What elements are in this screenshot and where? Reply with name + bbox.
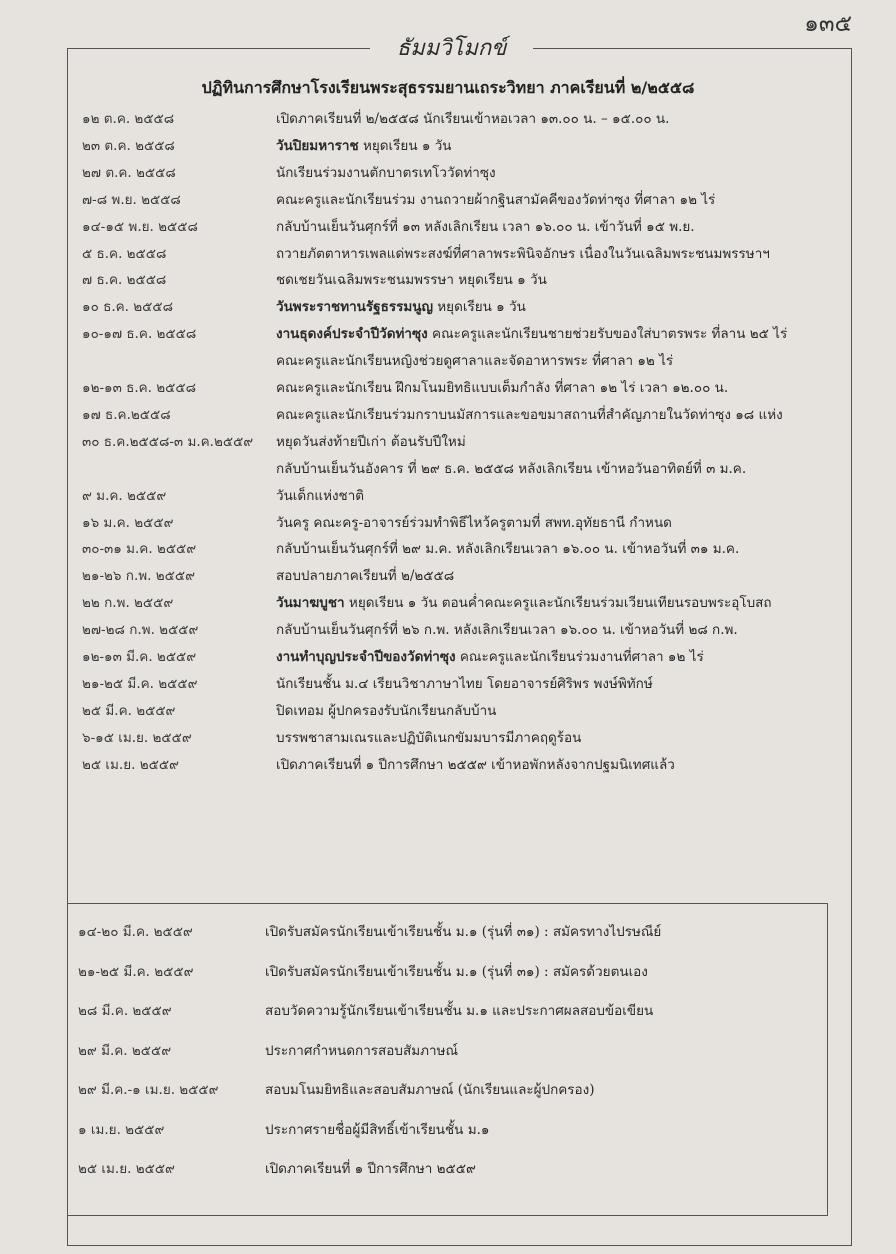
schedule-event: วันครู คณะครู-อาจารย์ร่วมทำพิธีไหว้ครูตามที่ สพท.อุทัยธานี กำหนด [276,514,672,531]
admission-event: สอบวัดความรู้นักเรียนเข้าเรียนชั้น ม.๑ และประกาศผลสอบข้อเขียน [265,1003,654,1019]
schedule-event: บรรพชาสามเณรและปฏิบัติเนกขัมมบารมีภาคฤดูร้อน [276,729,582,746]
schedule-event: วันปิยมหาราช หยุดเรียน ๑ วัน [276,137,452,154]
schedule-row [0,455,896,483]
schedule-row [0,105,896,133]
schedule-row [0,697,896,725]
schedule-row [0,186,896,214]
schedule-date: ๒๗-๒๘ ก.พ. ๒๕๕๙ [82,622,199,639]
schedule-date: ๒๓ ต.ค. ๒๕๕๘ [82,137,175,154]
schedule-event: สอบปลายภาคเรียนที่ ๒/๒๕๕๘ [276,568,455,585]
running-header: ธัมมวิโมกข์ [370,30,533,65]
schedule-date: ๓๐-๓๑ ม.ค. ๒๕๕๙ [82,541,197,558]
admission-event: เปิดรับสมัครนักเรียนเข้าเรียนชั้น ม.๑ (รุ่นที่ ๓๑) : สมัครด้วยตนเอง [265,963,648,980]
schedule-date: ๑๗ ธ.ค.๒๕๕๘ [82,406,171,423]
admission-row [68,918,808,946]
schedule-event: นักเรียนชั้น ม.๔ เรียนวิชาภาษาไทย โดยอาจารย์ศิริพร พงษ์พิทักษ์ [276,675,653,692]
page-number: ๑๓๕ [804,11,852,37]
schedule-event: ชดเชยวันเฉลิมพระชนมพรรษา หยุดเรียน ๑ วัน [276,272,547,289]
schedule-event: เปิดภาคเรียนที่ ๑ ปีการศึกษา ๒๕๕๙ เข้าหอพักหลังจากปฐมนิเทศแล้ว [276,756,675,773]
schedule-date: ๖-๑๕ เม.ย. ๒๕๕๙ [82,729,192,746]
schedule-event: นักเรียนร่วมงานตักบาตรเทโววัดท่าซุง [276,164,496,181]
schedule-event: กลับบ้านเย็นวันศุกร์ที่ ๒๙ ม.ค. หลังเลิกเรียนเวลา ๑๖.๐๐ น. เข้าหอวันที่ ๓๑ ม.ค. [276,541,740,558]
schedule-event: คณะครูและนักเรียนร่วม งานถวายผ้ากฐินสามัคคีของวัดท่าซุง ที่ศาลา ๑๒ ไร่ [276,191,716,208]
schedule-date: ๗-๘ พ.ย. ๒๕๕๘ [82,191,181,208]
schedule-event: ถวายภัตตาหารเพลแด่พระสงฆ์ที่ศาลาพระพินิจอักษร เนื่องในวันเฉลิมพระชนมพรรษาฯ [276,245,770,262]
schedule-event-highlight: วันปิยมหาราช [276,137,359,154]
schedule-event: วันเด็กแห่งชาติ [276,487,365,504]
document-title: ปฏิทินการศึกษาโรงเรียนพระสุธรรมยานเถระวิทยา ภาคเรียนที่ ๒/๒๕๕๘ [201,78,695,97]
admission-date: ๒๕ เม.ย. ๒๕๕๙ [78,1161,175,1177]
schedule-row [0,509,896,537]
schedule-row [0,428,896,456]
schedule-date: ๒๒ ก.พ. ๒๕๕๙ [82,595,174,612]
schedule-date: ๑๐ ธ.ค. ๒๕๕๘ [82,299,173,316]
schedule-date: ๑๒-๑๓ ธ.ค. ๒๕๕๘ [82,380,197,396]
schedule-event: กลับบ้านเย็นวันอังคาร ที่ ๒๙ ธ.ค. ๒๕๕๘ หลังเลิกเรียน เข้าหอวันอาทิตย์ที่ ๓ ม.ค. [276,460,747,477]
schedule-row [0,589,896,617]
schedule-date: ๑๒-๑๓ มี.ค. ๒๕๕๙ [82,649,197,665]
schedule-row [0,374,896,402]
schedule-row [0,643,896,671]
schedule-date: ๑๖ ม.ค. ๒๕๕๙ [82,514,174,531]
admission-row [68,958,808,986]
admission-event: ประกาศกำหนดการสอบสัมภาษณ์ [265,1042,459,1059]
schedule-date: ๙ ม.ค. ๒๕๕๙ [82,487,167,504]
schedule-event: หยุดวันส่งท้ายปีเก่า ต้อนรับปีใหม่ [276,433,466,450]
schedule-event: วันพระราชทานรัฐธรรมนูญ หยุดเรียน ๑ วัน [276,299,526,316]
schedule-date: ๒๕ มี.ค. ๒๕๕๙ [82,702,176,719]
schedule-date: ๓๐ ธ.ค.๒๕๕๘-๓ ม.ค.๒๕๕๙ [82,433,254,450]
schedule-row [0,320,896,348]
schedule-row [0,347,896,375]
admission-date: ๒๑-๒๕ มี.ค. ๒๕๕๙ [78,963,194,980]
admission-event: ประกาศรายชื่อผู้มีสิทธิ์เข้าเรียนชั้น ม.๑ [265,1121,490,1138]
admission-row [68,1037,808,1065]
schedule-date: ๑๒ ต.ค. ๒๕๕๘ [82,111,175,127]
schedule-row [0,266,896,294]
schedule-event-highlight: วันพระราชทานรัฐธรรมนูญ [276,299,433,316]
schedule-date: ๑๐-๑๗ ธ.ค. ๒๕๕๘ [82,326,197,343]
admission-event: เปิดภาคเรียนที่ ๑ ปีการศึกษา ๒๕๕๙ [265,1161,476,1177]
schedule-row [0,535,896,563]
schedule-date: ๗ ธ.ค. ๒๕๕๘ [82,272,167,289]
schedule-row [0,670,896,698]
admission-box [67,903,828,1216]
admission-event: สอบมโนมยิทธิและสอบสัมภาษณ์ (นักเรียนและผู้ปกครอง) [265,1082,595,1098]
schedule-date: ๒๑-๒๖ ก.พ. ๒๕๕๙ [82,568,195,585]
admission-date: ๑ เม.ย. ๒๕๕๙ [78,1121,165,1138]
schedule-event-highlight: วันมาฆบูชา [276,595,345,612]
schedule-event: งานธุดงค์ประจำปีวัดท่าซุง คณะครูและนักเรียนชายช่วยรับของใส่บาตรพระ ที่ลาน ๒๕ ไร่ [276,326,788,343]
schedule-event: กลับบ้านเย็นวันศุกร์ที่ ๑๓ หลังเลิกเรียน เวลา ๑๖.๐๐ น. เข้าวันที่ ๑๕ พ.ย. [276,218,695,235]
admission-date: ๑๔-๒๐ มี.ค. ๒๕๕๙ [78,924,193,940]
schedule-event: กลับบ้านเย็นวันศุกร์ที่ ๒๖ ก.พ. หลังเลิกเรียนเวลา ๑๖.๐๐ น. เข้าหอวันที่ ๒๘ ก.พ. [276,622,738,639]
schedule-event: ปิดเทอม ผู้ปกครองรับนักเรียนกลับบ้าน [276,702,497,719]
schedule-event: คณะครูและนักเรียนหญิงช่วยดูศาลาและจัดอาหารพระ ที่ศาลา ๑๒ ไร่ [276,353,674,370]
schedule-row [0,132,896,160]
admission-event: เปิดรับสมัครนักเรียนเข้าเรียนชั้น ม.๑ (รุ่นที่ ๓๑) : สมัครทางไปรษณีย์ [265,924,662,940]
schedule-date: ๑๔-๑๕ พ.ย. ๒๕๕๘ [82,218,198,235]
schedule-row [0,616,896,644]
schedule-row [0,724,896,752]
schedule-event-highlight: งานธุดงค์ประจำปีวัดท่าซุง [276,326,428,343]
schedule-row [0,562,896,590]
schedule-event-highlight: งานทำบุญประจำปีของวัดท่าซุง [276,649,456,665]
schedule-row [0,751,896,779]
schedule-event: คณะครูและนักเรียนร่วมกราบนมัสการและขอขมาสถานที่สำคัญภายในวัดท่าซุง ๑๘ แห่ง [276,406,783,423]
admission-row [68,1116,808,1144]
schedule-row [0,213,896,241]
schedule-row [0,401,896,429]
schedule-event: งานทำบุญประจำปีของวัดท่าซุง คณะครูและนักเรียนร่วมงานที่ศาลา ๑๒ ไร่ [276,649,704,665]
schedule-date: ๒๕ เม.ย. ๒๕๕๙ [82,756,179,773]
schedule-event: คณะครูและนักเรียน ฝึกมโนมยิทธิแบบเต็มกำลัง ที่ศาลา ๑๒ ไร่ เวลา ๑๒.๐๐ น. [276,380,729,396]
schedule-event: เปิดภาคเรียนที่ ๒/๒๕๕๘ นักเรียนเข้าหอเวลา ๑๓.๐๐ น. – ๑๕.๐๐ น. [276,111,670,127]
admission-date: ๒๙ มี.ค. ๒๕๕๙ [78,1042,172,1059]
schedule-event: วันมาฆบูชา หยุดเรียน ๑ วัน ตอนค่ำคณะครูและนักเรียนร่วมเวียนเทียนรอบพระอุโบสถ [276,595,772,612]
admission-row [68,1076,808,1104]
admission-date: ๒๙ มี.ค.-๑ เม.ย. ๒๕๕๙ [78,1082,219,1098]
schedule-row [0,159,896,187]
schedule-row [0,482,896,510]
admission-row [68,1155,808,1183]
schedule-date: ๒๗ ต.ค. ๒๕๕๘ [82,164,176,181]
admission-date: ๒๘ มี.ค. ๒๕๕๙ [78,1003,172,1019]
schedule-row [0,240,896,268]
admission-row [68,997,808,1025]
schedule-row [0,293,896,321]
schedule-date: ๒๑-๒๕ มี.ค. ๒๕๕๙ [82,675,198,692]
schedule-date: ๕ ธ.ค. ๒๕๕๘ [82,245,167,262]
